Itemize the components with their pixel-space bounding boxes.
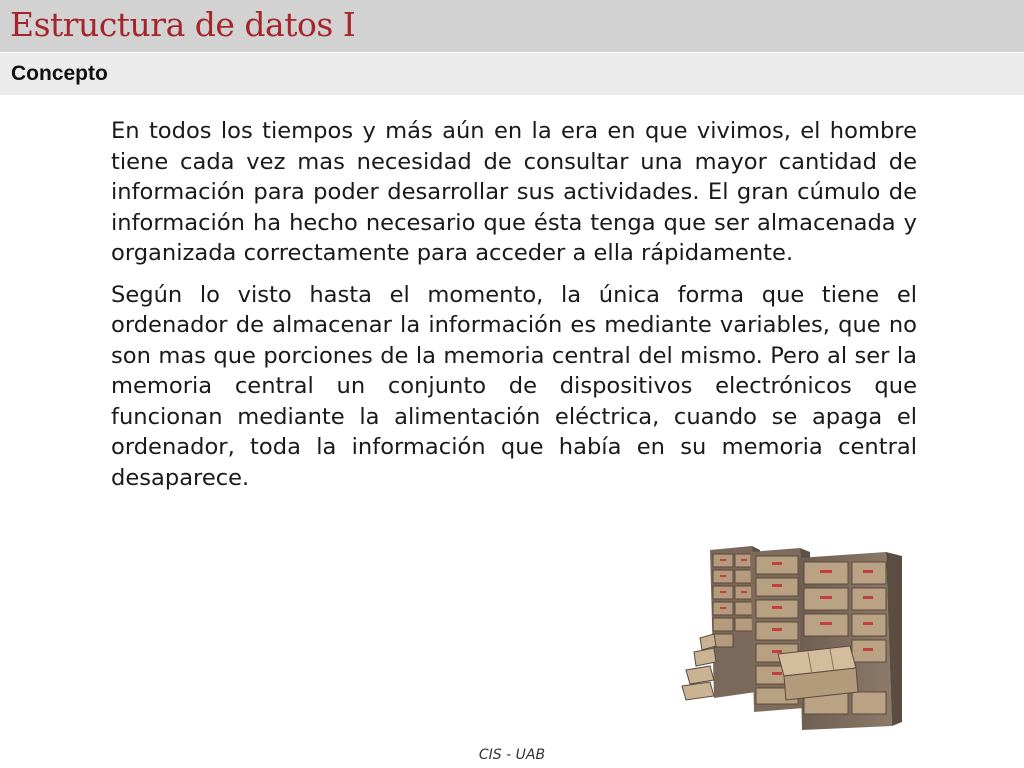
subtitle-bar bbox=[0, 53, 1024, 95]
cabinet-left bbox=[682, 546, 762, 700]
title-bar bbox=[0, 0, 1024, 52]
filing-cabinets-icon bbox=[680, 542, 904, 732]
paragraph-1: En todos los tiempos y más aún en la era en que vivimos, el hombre tiene cada vez mas necesidad de consultar una mayor cantidad de información para poder desarrollar sus actividades. El gran cúmulo de información ha hecho necesario que ésta tenga que ser almacenada y organizada correctamente para acceder a ella rápidamente. bbox=[111, 118, 917, 266]
section-title: Concepto bbox=[11, 62, 108, 85]
paragraph-2: Según lo visto hasta el momento, la única forma que tiene el ordenador de almacenar la información es mediante variables, que no son mas que porciones de la memoria central del mismo. Pero al ser la memoria central un conjunto de dispositivos electrónicos que funcionan mediante la alimentación eléctrica, cuando se apaga el ordenador, toda la información que había en su memoria central desaparece. bbox=[111, 281, 917, 491]
slide-title: Estructura de datos I bbox=[10, 5, 356, 44]
footer-text: CIS - UAB bbox=[478, 747, 546, 763]
body-text bbox=[111, 116, 917, 504]
